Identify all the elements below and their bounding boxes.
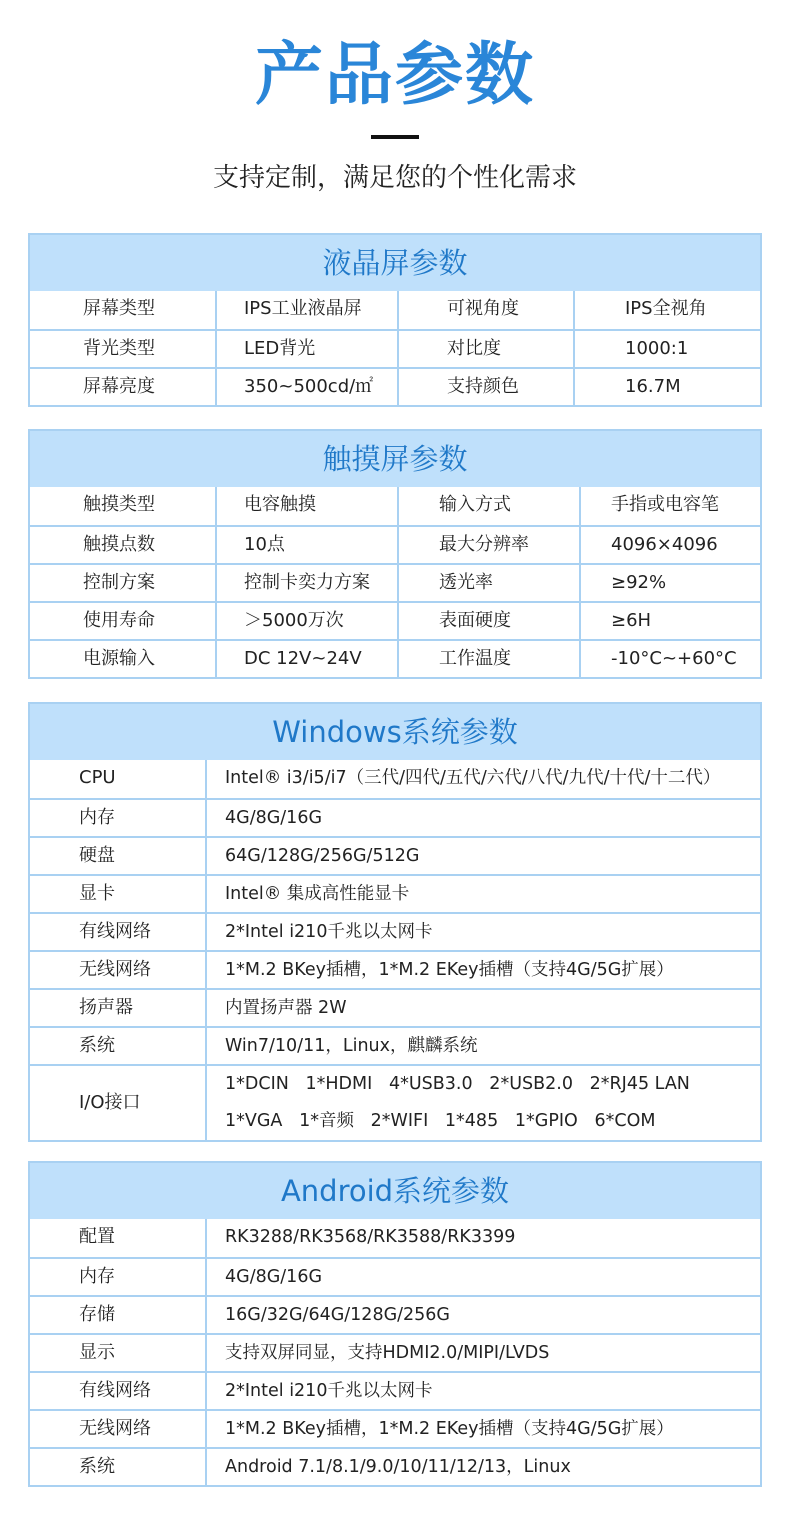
param-value: ＞5000万次: [215, 603, 397, 639]
param-label: 表面硬度: [397, 603, 579, 639]
table-row: [30, 1409, 760, 1447]
param-label: 触摸点数: [83, 534, 155, 555]
table-row: [30, 1295, 760, 1333]
param-label: 电源输入: [83, 648, 155, 669]
param-value: 4096×4096: [579, 527, 760, 563]
param-label: 扬声器: [79, 997, 133, 1018]
lcd-params-table: [28, 233, 762, 407]
section-title: 触摸屏参数: [30, 431, 760, 487]
table-row: [30, 639, 760, 677]
param-label: CPU: [79, 767, 116, 788]
android-params-table: [28, 1161, 762, 1487]
param-value: ≥6H: [579, 603, 760, 639]
param-label: 触摸类型: [83, 494, 155, 515]
table-row: [30, 798, 760, 836]
param-label: 最大分辨率: [397, 527, 579, 563]
param-value: 64G/128G/256G/512G: [205, 838, 760, 874]
param-label: 透光率: [397, 565, 579, 601]
param-label: 系统: [79, 1456, 115, 1477]
param-label: 控制方案: [83, 572, 155, 593]
param-label: 工作温度: [397, 641, 579, 677]
param-value: 电容触摸: [215, 487, 397, 525]
param-value: Intel® 集成高性能显卡: [205, 876, 760, 912]
table-row: [30, 874, 760, 912]
param-value: 10点: [215, 527, 397, 563]
table-row: [30, 329, 760, 367]
param-value: -10°C~+60°C: [579, 641, 760, 677]
param-label: 内存: [79, 807, 115, 828]
param-value: Android 7.1/8.1/9.0/10/11/12/13，Linux: [205, 1449, 760, 1485]
param-label: 输入方式: [397, 487, 579, 525]
table-row: [30, 367, 760, 405]
table-row: [30, 836, 760, 874]
param-value: 4G/8G/16G: [205, 1259, 760, 1295]
windows-params-table: [28, 702, 762, 1142]
param-label: 内存: [79, 1266, 115, 1287]
param-value: 手指或电容笔: [579, 487, 760, 525]
section-title: Windows系统参数: [30, 704, 760, 760]
param-value: 支持双屏同显，支持HDMI2.0/MIPI/LVDS: [205, 1335, 760, 1371]
param-value: DC 12V~24V: [215, 641, 397, 677]
table-row: [30, 950, 760, 988]
page-subtitle: 支持定制，满足您的个性化需求: [212, 163, 577, 193]
param-label: 支持颜色: [397, 369, 573, 405]
param-value: 1*M.2 BKey插槽，1*M.2 EKey插槽（支持4G/5G扩展）: [205, 1411, 760, 1447]
table-row: [30, 1447, 760, 1485]
param-value: 16G/32G/64G/128G/256G: [205, 1297, 760, 1333]
param-value: 内置扬声器 2W: [205, 990, 760, 1026]
title-divider: [371, 135, 419, 139]
param-label: I/O接口: [79, 1092, 141, 1113]
table-row: [30, 525, 760, 563]
param-value: Win7/10/11，Linux，麒麟系统: [205, 1028, 760, 1064]
table-row: [30, 1026, 760, 1064]
table-row: [30, 912, 760, 950]
param-value: IPS全视角: [573, 291, 760, 329]
param-value: ≥92%: [579, 565, 760, 601]
param-label: 屏幕类型: [83, 298, 155, 319]
param-label: 硬盘: [79, 845, 115, 866]
section-title: 液晶屏参数: [30, 235, 760, 291]
io-line-2: 1*VGA 1*音频 2*WIFI 1*485 1*GPIO 6*COM: [225, 1111, 656, 1131]
param-value: 350~500cd/㎡: [215, 369, 397, 405]
table-row: [30, 1219, 760, 1257]
table-row: [30, 487, 760, 525]
param-label: 配置: [79, 1226, 115, 1247]
section-title: Android系统参数: [30, 1163, 760, 1219]
param-label: 可视角度: [397, 291, 573, 329]
param-value: 2*Intel i210千兆以太网卡: [205, 914, 760, 950]
param-value: 控制卡奕力方案: [215, 565, 397, 601]
param-label: 系统: [79, 1035, 115, 1056]
param-value: LED背光: [215, 331, 397, 367]
param-label: 使用寿命: [83, 610, 155, 631]
param-label: 无线网络: [79, 959, 151, 980]
param-label: 屏幕亮度: [83, 376, 155, 397]
table-row: [30, 601, 760, 639]
param-value: 16.7M: [573, 369, 760, 405]
param-value-io: [205, 1066, 760, 1140]
table-row: [30, 1333, 760, 1371]
table-row: [30, 563, 760, 601]
param-label: 显示: [79, 1342, 115, 1363]
param-value: RK3288/RK3568/RK3588/RK3399: [205, 1219, 760, 1257]
param-value: 4G/8G/16G: [205, 800, 760, 836]
touch-params-table: [28, 429, 762, 679]
page-title: 产品参数: [254, 36, 535, 115]
param-label: 无线网络: [79, 1418, 151, 1439]
param-value: 1000:1: [573, 331, 760, 367]
table-row: [30, 760, 760, 798]
param-label: 显卡: [79, 883, 115, 904]
param-label: 存储: [79, 1304, 115, 1325]
param-value: Intel® i3/i5/i7（三代/四代/五代/六代/八代/九代/十代/十二代）: [205, 760, 760, 798]
param-label: 有线网络: [79, 921, 151, 942]
io-line-1: 1*DCIN 1*HDMI 4*USB3.0 2*USB2.0 2*RJ45 LAN: [225, 1074, 690, 1094]
param-value: 1*M.2 BKey插槽，1*M.2 EKey插槽（支持4G/5G扩展）: [205, 952, 760, 988]
param-label: 有线网络: [79, 1380, 151, 1401]
param-label: 对比度: [397, 331, 573, 367]
table-row: [30, 988, 760, 1026]
table-row: [30, 1371, 760, 1409]
param-value: IPS工业液晶屏: [215, 291, 397, 329]
param-label: 背光类型: [83, 338, 155, 359]
table-row: [30, 1257, 760, 1295]
param-value: 2*Intel i210千兆以太网卡: [205, 1373, 760, 1409]
table-row-io: [30, 1064, 760, 1140]
table-row: [30, 291, 760, 329]
